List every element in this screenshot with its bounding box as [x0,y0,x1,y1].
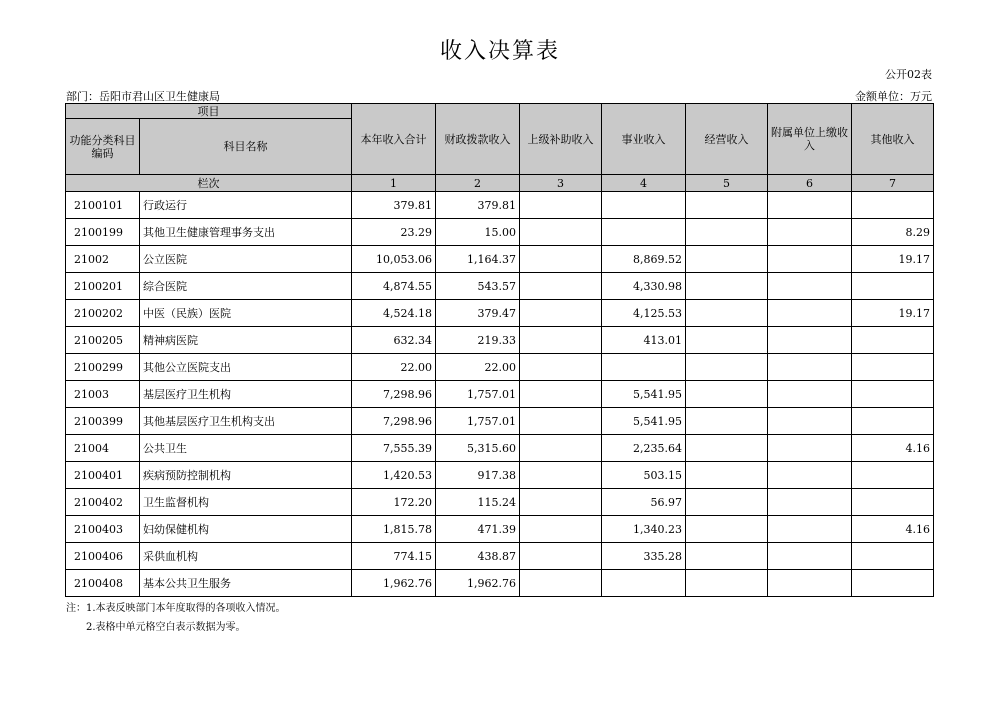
row-value [768,381,852,408]
row-code: 2100406 [66,543,140,570]
table-row [66,219,934,246]
row-code: 2100408 [66,570,140,597]
header-affiliate: 附属单位上缴收入 [768,104,852,175]
row-value [768,192,852,219]
table-row [66,327,934,354]
row-value: 5,541.95 [602,381,686,408]
row-value: 379.81 [436,192,520,219]
table-row [66,408,934,435]
note-2: 2.表格中单元格空白表示数据为零。 [86,622,246,633]
row-value: 1,962.76 [352,570,436,597]
row-value [686,516,768,543]
header-subject-name: 科目名称 [140,119,352,175]
row-value [768,543,852,570]
row-value: 5,315.60 [436,435,520,462]
row-code: 2100299 [66,354,140,381]
row-value: 4.16 [852,435,934,462]
row-code: 2100199 [66,219,140,246]
row-value [852,543,934,570]
row-value: 19.17 [852,246,934,273]
row-value [520,570,602,597]
table-row [66,462,934,489]
header-operating: 经营收入 [686,104,768,175]
row-subject-name: 公立医院 [140,246,352,273]
row-value [768,408,852,435]
row-value: 56.97 [602,489,686,516]
row-subject-name: 卫生监督机构 [140,489,352,516]
row-value [768,435,852,462]
col-number: 2 [436,175,520,192]
row-value [520,516,602,543]
header-other: 其他收入 [852,104,934,175]
row-value [768,327,852,354]
row-value: 5,541.95 [602,408,686,435]
row-value: 172.20 [352,489,436,516]
row-value: 22.00 [436,354,520,381]
row-code: 21003 [66,381,140,408]
row-value [520,354,602,381]
row-value: 2,235.64 [602,435,686,462]
table-row [66,381,934,408]
row-subject-name: 公共卫生 [140,435,352,462]
row-value: 1,962.76 [436,570,520,597]
row-value [768,219,852,246]
row-value: 15.00 [436,219,520,246]
row-code: 2100401 [66,462,140,489]
table-row [66,570,934,597]
row-value: 8.29 [852,219,934,246]
row-value [768,354,852,381]
col-number: 1 [352,175,436,192]
row-value [520,489,602,516]
row-value [520,219,602,246]
row-value: 4,330.98 [602,273,686,300]
row-value [768,300,852,327]
row-value: 543.57 [436,273,520,300]
amount-unit-label: 金额单位：万元 [855,90,932,103]
row-subject-name: 综合医院 [140,273,352,300]
row-value: 632.34 [352,327,436,354]
row-value: 4,874.55 [352,273,436,300]
row-value [852,408,934,435]
row-value: 4,125.53 [602,300,686,327]
row-value [602,219,686,246]
row-subject-name: 行政运行 [140,192,352,219]
row-subject-name: 精神病医院 [140,327,352,354]
header-total: 本年收入合计 [352,104,436,175]
row-value [602,354,686,381]
row-value [686,435,768,462]
row-value [520,300,602,327]
row-subject-name: 中医（民族）医院 [140,300,352,327]
note-1: 注：1.本表反映部门本年度取得的各项收入情况。 [66,603,286,614]
row-value [686,543,768,570]
table-row [66,516,934,543]
row-value [768,570,852,597]
row-value: 8,869.52 [602,246,686,273]
row-value [768,246,852,273]
row-value: 379.81 [352,192,436,219]
row-value: 471.39 [436,516,520,543]
form-code: 公开02表 [885,68,932,81]
row-value [686,219,768,246]
row-value [520,192,602,219]
row-value [768,273,852,300]
header-project: 项目 [66,104,352,119]
col-number: 5 [686,175,768,192]
row-value [686,489,768,516]
row-value: 22.00 [352,354,436,381]
row-value [852,273,934,300]
row-subject-name: 采供血机构 [140,543,352,570]
row-value [768,462,852,489]
row-code: 2100201 [66,273,140,300]
row-subject-name: 其他卫生健康管理事务支出 [140,219,352,246]
row-value: 4.16 [852,516,934,543]
row-value [686,273,768,300]
row-value [686,246,768,273]
row-code: 2100399 [66,408,140,435]
row-value [686,570,768,597]
row-code: 2100101 [66,192,140,219]
row-subject-name: 其他基层医疗卫生机构支出 [140,408,352,435]
header-fiscal: 财政拨款收入 [436,104,520,175]
row-value [852,570,934,597]
col-number: 4 [602,175,686,192]
row-value: 10,053.06 [352,246,436,273]
table-row [66,435,934,462]
row-value: 1,757.01 [436,408,520,435]
row-value [852,192,934,219]
row-code: 21004 [66,435,140,462]
row-value [686,462,768,489]
header-func-code: 功能分类科目编码 [66,119,140,175]
row-value [686,327,768,354]
row-value [602,570,686,597]
row-value [602,192,686,219]
row-value: 7,555.39 [352,435,436,462]
row-value [520,381,602,408]
row-value: 7,298.96 [352,381,436,408]
row-value [686,381,768,408]
row-value: 23.29 [352,219,436,246]
row-value [768,489,852,516]
table-row [66,246,934,273]
row-code: 2100205 [66,327,140,354]
table-row [66,354,934,381]
table-row [66,543,934,570]
row-value: 379.47 [436,300,520,327]
row-value [520,273,602,300]
row-value: 1,164.37 [436,246,520,273]
row-code: 21002 [66,246,140,273]
table-row [66,192,934,219]
row-value: 413.01 [602,327,686,354]
row-value: 438.87 [436,543,520,570]
row-subject-name: 基本公共卫生服务 [140,570,352,597]
row-value: 115.24 [436,489,520,516]
notes [66,599,286,637]
row-value: 503.15 [602,462,686,489]
row-value [852,327,934,354]
row-value [686,192,768,219]
income-table [65,103,934,597]
row-value: 19.17 [852,300,934,327]
row-code: 2100402 [66,489,140,516]
row-value: 1,340.23 [602,516,686,543]
row-value [686,354,768,381]
row-value: 1,815.78 [352,516,436,543]
header-business: 事业收入 [602,104,686,175]
row-value: 4,524.18 [352,300,436,327]
row-value [520,435,602,462]
row-value [520,462,602,489]
row-value [852,489,934,516]
row-subject-name: 疾病预防控制机构 [140,462,352,489]
row-value [520,543,602,570]
row-value: 335.28 [602,543,686,570]
report-title: 收入决算表 [439,39,560,64]
row-value: 917.38 [436,462,520,489]
row-subject-name: 基层医疗卫生机构 [140,381,352,408]
row-value [852,354,934,381]
row-value [768,516,852,543]
header-row-label: 栏次 [66,175,352,192]
row-value [686,300,768,327]
header-superior: 上级补助收入 [520,104,602,175]
department-label: 部门：岳阳市君山区卫生健康局 [66,90,220,103]
row-value [686,408,768,435]
row-value: 774.15 [352,543,436,570]
row-value: 219.33 [436,327,520,354]
row-value [852,381,934,408]
row-subject-name: 妇幼保健机构 [140,516,352,543]
table-row [66,300,934,327]
row-value: 1,420.53 [352,462,436,489]
row-value [852,462,934,489]
row-value [520,246,602,273]
row-code: 2100202 [66,300,140,327]
row-code: 2100403 [66,516,140,543]
row-value [520,327,602,354]
col-number: 3 [520,175,602,192]
row-value [520,408,602,435]
col-number: 7 [852,175,934,192]
row-subject-name: 其他公立医院支出 [140,354,352,381]
col-number: 6 [768,175,852,192]
row-value: 1,757.01 [436,381,520,408]
table-row [66,273,934,300]
row-value: 7,298.96 [352,408,436,435]
table-row [66,489,934,516]
